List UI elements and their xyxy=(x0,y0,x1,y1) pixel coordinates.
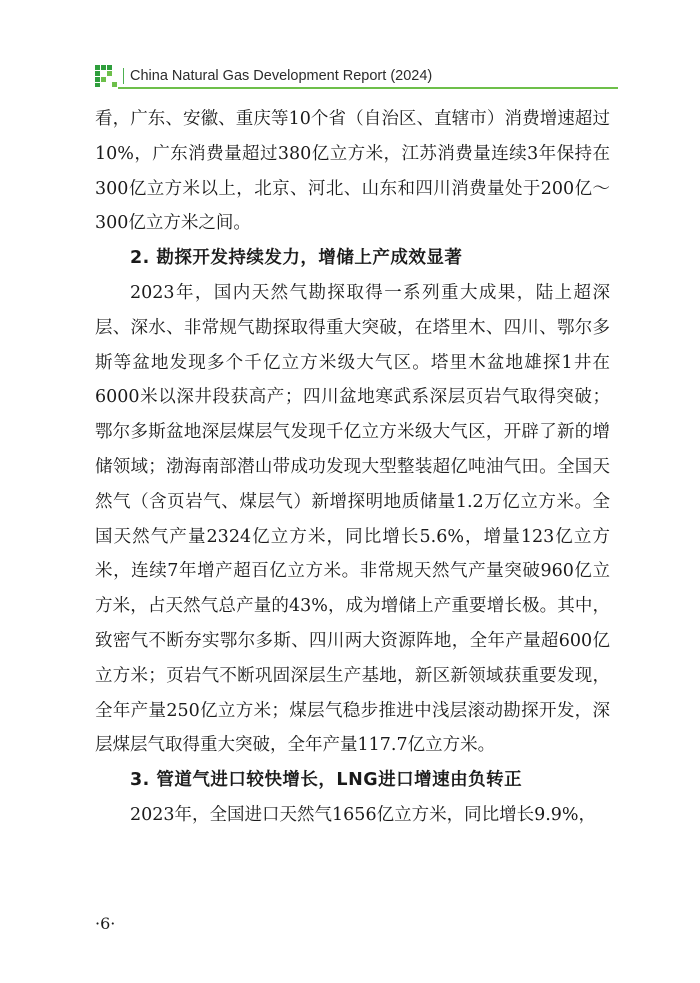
section-heading: 3. 管道气进口较快增长，LNG进口增速由负转正 xyxy=(130,770,523,791)
header-title: China Natural Gas Development Report (2024) xyxy=(123,68,432,84)
page-body xyxy=(95,102,610,833)
running-header xyxy=(95,62,432,90)
header-divider xyxy=(118,87,618,89)
page-number: ·6· xyxy=(95,914,116,933)
section-heading: 2. 勘探开发持续发力，增储上产成效显著 xyxy=(130,248,463,269)
report-logo-icon xyxy=(95,65,117,87)
body-paragraph: 看，广东、安徽、重庆等10个省（自治区、直辖市）消费增速超过10%，广东消费量超过380亿立方米，江苏消费量连续3年保持在300亿立方米以上，北京、河北、山东和四川消费量处于200亿～300亿立方米之间。 xyxy=(95,109,610,234)
body-paragraph: 2023年，全国进口天然气1656亿立方米，同比增长9.9%， xyxy=(130,804,597,825)
body-paragraph: 2023年，国内天然气勘探取得一系列重大成果，陆上超深层、深水、非常规气勘探取得重大突破，在塔里木、四川、鄂尔多斯等盆地发现多个千亿立方米级大气区。塔里木盆地雄探1井在6000米以深井段获高产；四川盆地寒武系深层页岩气取得突破；鄂尔多斯盆地深层煤层气发现千亿立方米级大气区，开辟了新的增储领域；渤海南部潜山带成功发现大型整装超亿吨油气田。全国天然气（含页岩气、煤层气）新增探明地质储量1.2万亿立方米。全国天然气产量2324亿立方米，同比增长5.6%，增量123亿立方米，连续7年增产超百亿立方米。非常规天然气产量突破960亿立方米，占天然气总产量的43%，成为增储上产重要增长极。其中，致密气不断夯实鄂尔多斯、四川两大资源阵地，全年产量超600亿立方米；页岩气不断巩固深层生产基地，新区新领域获重要发现，全年产量250亿立方米；煤层气稳步推进中浅层滚动勘探开发，深层煤层气取得重大突破，全年产量117.7亿立方米。 xyxy=(95,282,610,756)
